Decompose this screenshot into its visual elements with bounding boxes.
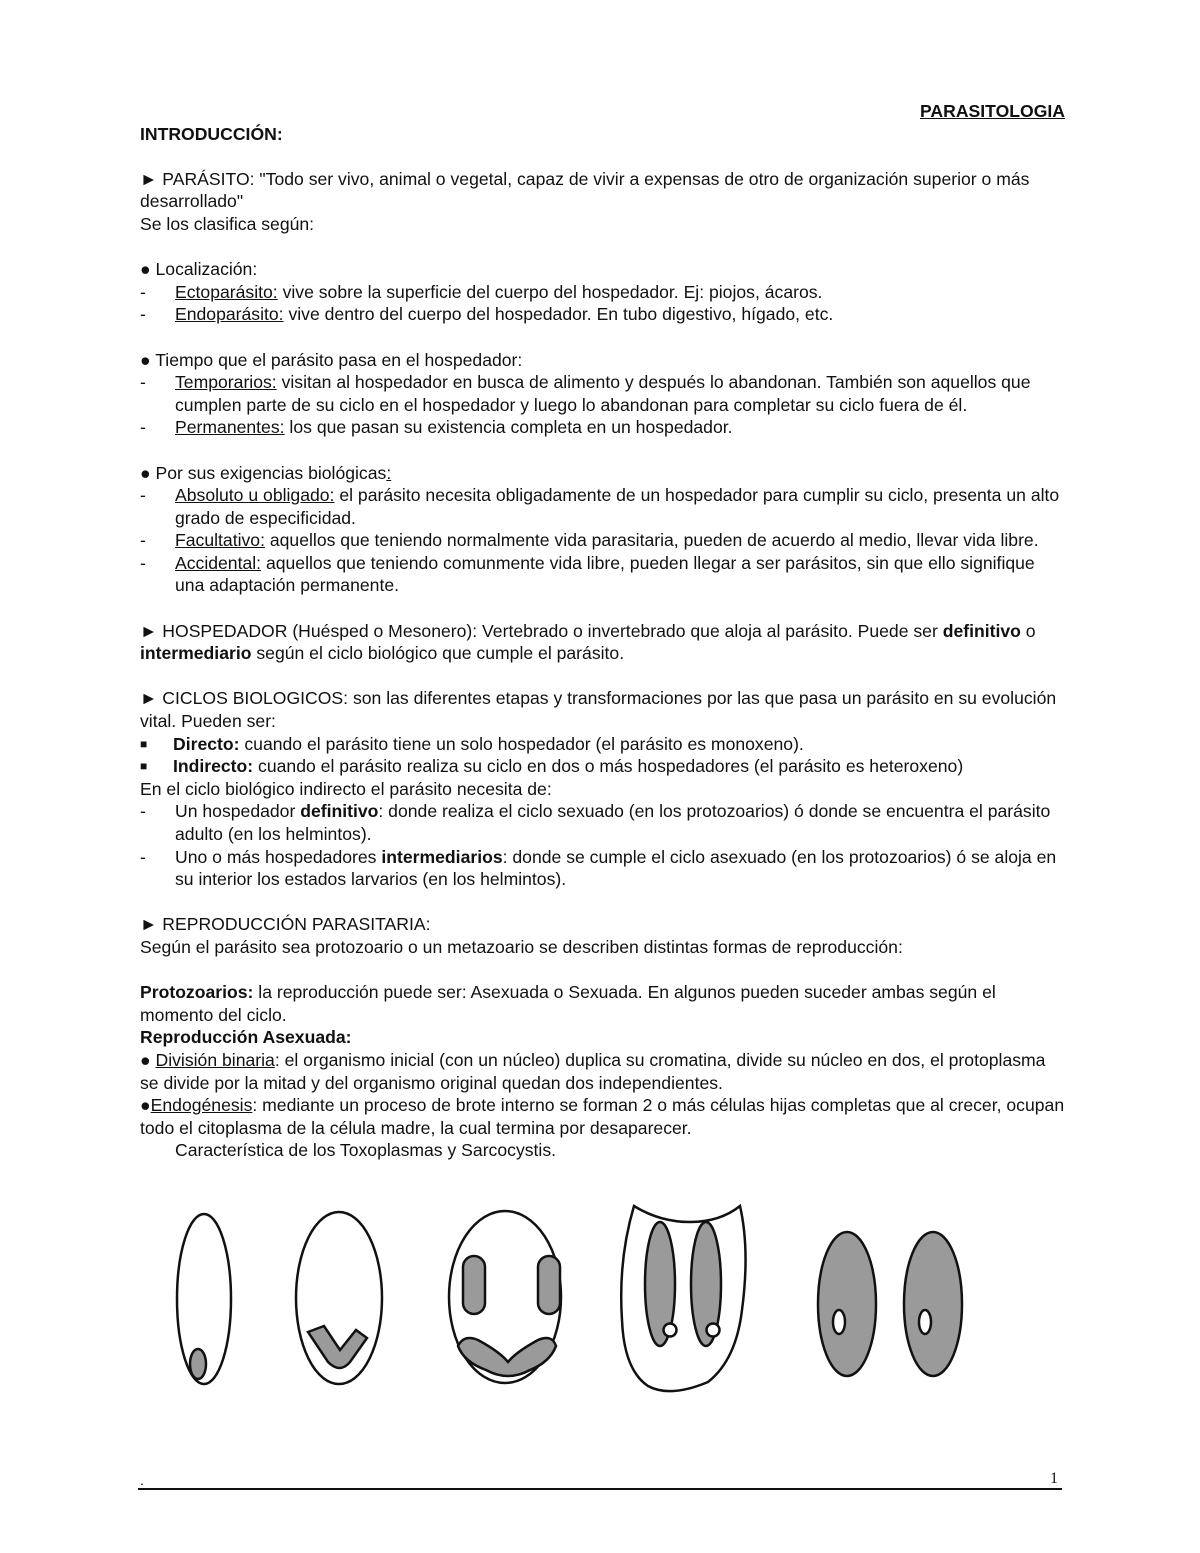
definition: la reproducción puede ser: Asexuada o Sexuada. En algunos pueden suceder ambas según el momento del ciclo. [140,982,996,1025]
list-item [140,416,1065,439]
parasito-clasifica: Se los clasifica según: [140,213,315,234]
definition: : el organismo inicial (con un núcleo) duplica su cromatina, divide su núcleo en dos, el protoplasma se divide por la mitad y del organismo original quedan dos independientes. [140,1049,1046,1093]
list-item [140,281,1065,304]
term: Accidental: [175,552,262,573]
dash-marker: - [140,846,146,867]
list-item [140,733,1065,756]
definition: visitan al hospedador en busca de alimento y después lo abandonan. También son aquellos que cumplen parte de su ciclo en el hospedador y luego lo abandonan para completar su ciclo fuera de él. [175,372,1031,415]
dash-marker: - [140,485,146,506]
daughter-cell-left [818,1232,876,1376]
definition: vive dentro del cuerpo del hospedador. En tubo digestivo, hígado, etc. [283,304,834,325]
hospedador-text: ► HOSPEDADOR (Huésped o Mesonero): Vertebrado o invertebrado que aloja al parásito. Puede ser [140,620,943,641]
endogenesis-paragraph [140,1094,1065,1139]
ciclo-indirecto-intro: En el ciclo biológico indirecto el parásito necesita de: [140,778,552,799]
term: intermediarios [381,846,503,867]
list-item [140,303,1065,326]
reproduccion-intro: Según el parásito sea protozoario o un metazoario se describen distintas formas de reproducción: [140,936,903,957]
list-item [140,484,1065,529]
term: Absoluto u obligado: [175,485,335,506]
list-text: : donde se cumple el ciclo asexuado (en los protozoarios) ó se aloja en su interior los estados larvarios (en los helmintos). [175,846,1057,890]
definition: : mediante un proceso de brote interno se forman 2 o más células hijas completas que al crecer, ocupan todo el citoplasma de la célula madre, la cual termina por desaparecer. [140,1095,1065,1138]
mother-cell-remnant [621,1206,745,1391]
dash-marker: - [140,281,146,302]
page-footer [138,1468,1062,1490]
definition: los que pasan su existencia completa en un hospedador. [284,417,733,438]
nucleus-left [833,1310,845,1334]
reproduccion-heading: ► REPRODUCCIÓN PARASITARIA: [140,914,431,935]
cell-stage-1 [177,1214,231,1384]
daughter-cell-right [538,1256,560,1314]
dash-marker: - [140,304,146,325]
cell-stage-4 [621,1206,745,1391]
footer-rule [138,1488,1062,1490]
definition: el parásito necesita obligadamente de un hospedador para cumplir su ciclo, presenta un alto grado de especificidad. [175,485,1060,528]
term: Endogénesis [150,1095,253,1116]
term: definitivo [300,801,379,822]
binaria-paragraph [140,1049,1065,1094]
daughter-cell-left [463,1256,485,1314]
cell-nucleus [190,1349,206,1379]
dash-marker: - [140,552,146,573]
intermediario-term: intermediario [140,643,252,664]
cell-stage-5 [818,1232,962,1376]
square-bullet: ■ [140,736,148,751]
list-item [140,371,1065,416]
definition: aquellos que teniendo normalmente vida parasitaria, pueden de acuerdo al medio, llevar vida libre. [264,530,1039,551]
footer-dot: . [140,1472,144,1488]
nucleus-right [707,1324,720,1337]
definition: cuando el parásito tiene un solo hospedador (el parásito es monoxeno). [239,733,804,754]
term: Directo: [173,733,240,754]
dash-marker: - [140,372,146,393]
definition: aquellos que teniendo comunmente vida libre, pueden llegar a ser parásitos, sin que ello signifique una adaptación permanente. [175,552,1035,596]
exigencias-heading [140,462,1065,485]
nucleus-right [919,1310,931,1334]
definition: vive sobre la superficie del cuerpo del hospedador. Ej: piojos, ácaros. [277,281,823,302]
tiempo-heading: ● Tiempo que el parásito pasa en el hospedador: [140,349,523,370]
definitivo-term: definitivo [942,620,1021,641]
endogenesis-figure [160,1200,980,1400]
page-title: PARASITOLOGIA [920,101,1065,121]
hospedador-paragraph [140,620,1065,665]
exigencias-heading-colon: : [386,462,392,483]
nucleus-left [664,1324,677,1337]
term: Endoparásito: [175,304,284,325]
list-text: : donde realiza el ciclo sexuado (en los protozoarios) ó donde se encuentra el parásito adulto (en los helmintos). [175,801,1051,844]
dash-marker: - [140,417,146,438]
list-text: Uno o más hospedadores [175,846,382,867]
ciclos-paragraph: ► CICLOS BIOLOGICOS: son las diferentes etapas y transformaciones por las que pasa un parásito en su evolución vital. Pueden ser: [140,688,1057,732]
localizacion-heading: ● Localización: [140,259,258,280]
term: División binaria [155,1049,275,1070]
exigencias-heading-text: ● Por sus exigencias biológicas [140,462,387,483]
protozoarios-paragraph [140,981,1065,1026]
hospedador-text: o [1020,620,1036,641]
asexuada-heading: Reproducción Asexuada: [140,1027,352,1048]
term: Temporarios: [175,372,277,393]
cell-stage-3 [449,1211,561,1383]
term: Indirecto: [173,756,254,777]
square-bullet: ■ [140,759,148,774]
dash-marker: - [140,530,146,551]
hospedador-text: según el ciclo biológico que cumple el parásito. [251,643,625,664]
definition: cuando el parásito realiza su ciclo en dos o más hospedadores (el parásito es heteroxeno) [253,756,964,777]
term: Protozoarios: [140,982,254,1003]
intro-heading: INTRODUCCIÓN: [140,123,283,144]
bullet: ● [140,1095,151,1116]
cell-stage-2 [296,1212,382,1384]
list-item [140,552,1065,597]
list-text: Un hospedador [175,801,301,822]
caracteristica-line: Característica de los Toxoplasmas y Sarcocystis. [175,1140,557,1161]
list-item [140,846,1065,891]
page-number: 1 [1050,1470,1058,1487]
parasito-definition: ► PARÁSITO: "Todo ser vivo, animal o vegetal, capaz de vivir a expensas de otro de organización superior o más desarrollado" [140,168,1030,212]
daughter-cell-right [904,1232,962,1376]
list-item [140,755,1065,778]
term: Permanentes: [175,417,285,438]
list-item [140,800,1065,845]
term: Ectoparásito: [175,281,278,302]
document-body [140,100,1065,1162]
list-item [140,529,1065,552]
dash-marker: - [140,801,146,822]
bullet: ● [140,1049,156,1070]
term: Facultativo: [175,530,265,551]
